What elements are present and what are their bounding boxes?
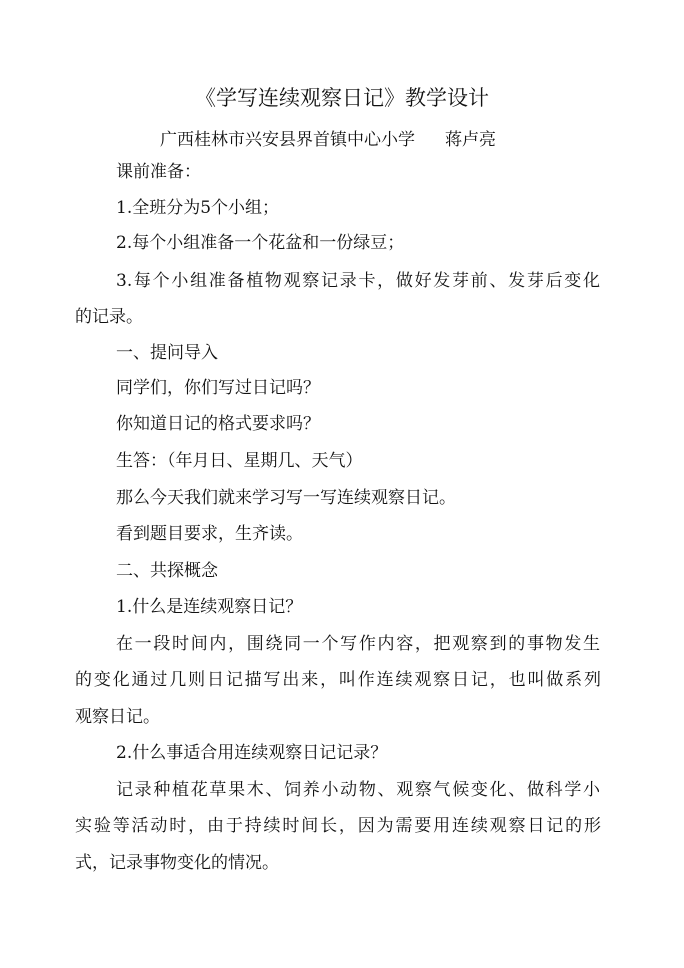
paragraph-line: 记录种植花草果木、饲养小动物、观察气候变化、做科学小 <box>116 780 600 800</box>
paragraph-line: 同学们，你们写过日记吗？ <box>116 378 320 398</box>
paragraph-line: 式，记录事物变化的情况。 <box>75 853 279 873</box>
paragraph-line: 观察日记。 <box>75 707 160 727</box>
question-2: 2.什么事适合用连续观察日记记录？ <box>116 743 388 763</box>
paragraph-line: 那么今天我们就来学习写一写连续观察日记。 <box>116 488 456 508</box>
paragraph-line: 你知道日记的格式要求吗？ <box>116 414 320 434</box>
paragraph-line: 看到题目要求，生齐读。 <box>116 524 303 544</box>
author-line <box>160 127 496 153</box>
prep-item-3-line-2: 的记录。 <box>75 307 143 327</box>
document-title: 《学写连续观察日记》教学设计 <box>195 86 489 110</box>
section-1-heading: 一、提问导入 <box>116 343 218 363</box>
paragraph-line: 在一段时间内，围绕同一个写作内容，把观察到的事物发生 <box>116 634 600 654</box>
paragraph-line: 生答：（年月日、星期几、天气） <box>116 451 363 471</box>
paragraph-line: 实验等活动时，由于持续时间长，因为需要用连续观察日记的形 <box>75 816 601 836</box>
prep-item-2: 2.每个小组准备一个花盆和一份绿豆； <box>116 233 405 253</box>
prep-item-3-line-1: 3.每个小组准备植物观察记录卡，做好发芽前、发芽后变化 <box>116 271 600 291</box>
section-prep-heading: 课前准备： <box>116 162 201 182</box>
question-1: 1.什么是连续观察日记？ <box>116 597 303 617</box>
paragraph-line: 的变化通过几则日记描写出来，叫作连续观察日记，也叫做系列 <box>75 670 601 690</box>
section-2-heading: 二、共探概念 <box>116 561 218 581</box>
author-name: 蒋卢亮 <box>445 130 496 150</box>
author-school: 广西桂林市兴安县界首镇中心小学 <box>160 130 415 150</box>
prep-item-1: 1.全班分为5个小组； <box>116 198 280 218</box>
